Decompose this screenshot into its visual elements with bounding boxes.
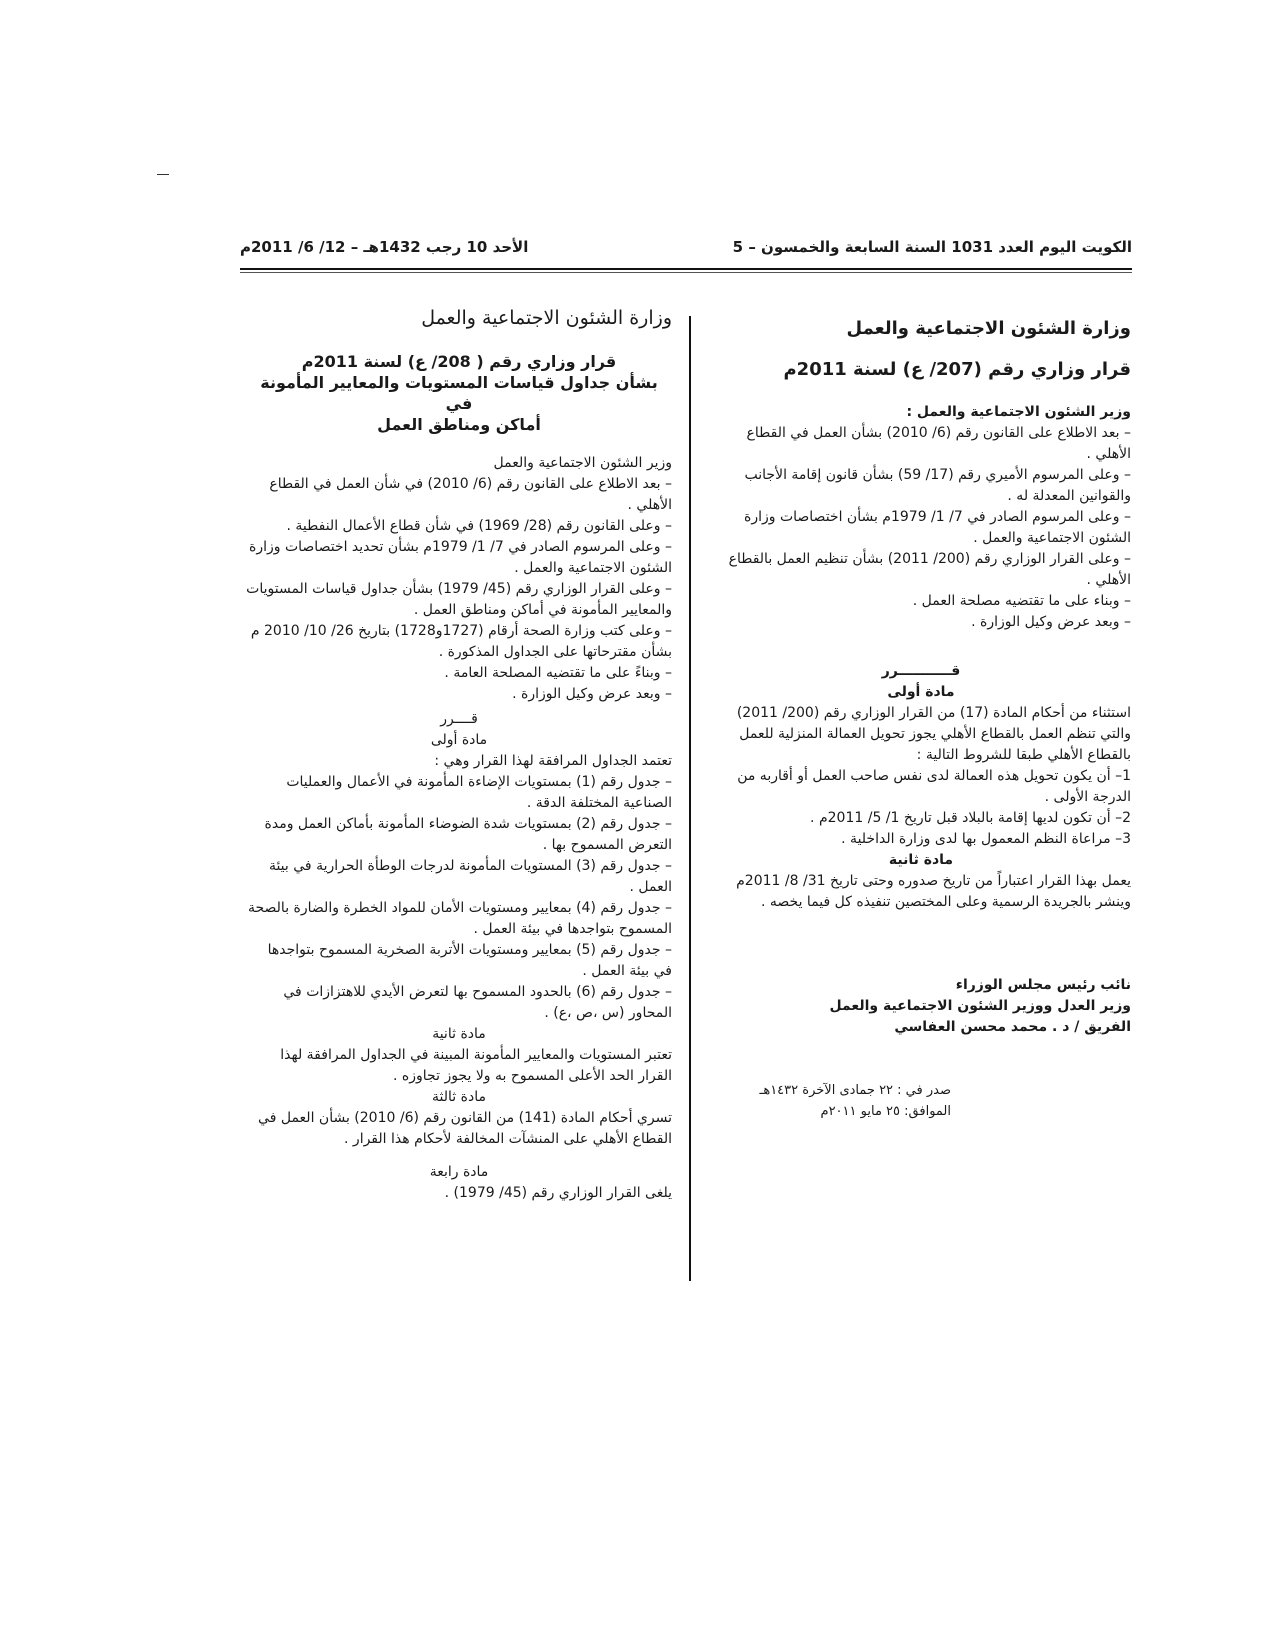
scan-mark <box>157 174 169 175</box>
article-2-title: مادة ثانية <box>888 852 954 868</box>
decree-title-line: أماكن ومناطق العمل <box>377 415 541 434</box>
issued-date <box>711 1080 1131 1122</box>
minister-line: وزير الشئون الاجتماعية والعمل : <box>906 404 1131 420</box>
header-publication: الكويت اليوم العدد 1031 السنة السابعة والخمسون – 5 <box>732 238 1132 256</box>
article-1-item: – جدول رقم (1) بمستويات الإضاءة المأمونة في الأعمال والعمليات الصناعية المختلفة الدقة . <box>286 774 672 811</box>
article-2-text: تعتبر المستويات والمعايير المأمونة المبينة في الجداول المرافقة لهذا القرار الحد الأعلى المسموح به ولا يجوز تجاوزه . <box>280 1047 672 1084</box>
article-3-title: مادة ثالثة <box>432 1089 486 1105</box>
article-1-item: 3– مراعاة النظم المعمول بها لدى وزارة الداخلية . <box>841 831 1131 847</box>
ministry-heading: وزارة الشئون الاجتماعية والعمل <box>846 318 1131 339</box>
decided-heading: قـــــــــــرر <box>881 663 961 679</box>
article-1-item: – جدول رقم (6) بالحدود المسموح بها لتعرض الأيدي للاهتزازات في المحاور (س ،ص ،ع) . <box>283 984 672 1021</box>
article-1-item: – جدول رقم (5) بمعايير ومستويات الأتربة الصخرية المسموح بتواجدها في بيئة العمل . <box>267 942 672 979</box>
ministry-heading: وزارة الشئون الاجتماعية والعمل <box>421 307 672 329</box>
preamble <box>246 474 672 705</box>
preamble-item: – وبعد عرض وكيل الوزارة . <box>971 614 1131 630</box>
issued-line: الموافق: ٢٥ مايو ٢٠١١م <box>820 1104 951 1119</box>
article-2-text: يعمل بهذا القرار اعتباراً من تاريخ صدوره وحتى تاريخ 31/ 8/ 2011م وينشر بالجريدة الرسمية وعلى المختصين تنفيذه كل فيما يخصه . <box>736 873 1131 910</box>
article-4-title: مادة رابعة <box>429 1164 489 1180</box>
decree-207-column <box>711 318 1131 1122</box>
article-1-item: 1– أن يكون تحويل هذه العمالة لدى نفس صاحب العمل أو أقاربه من الدرجة الأولى . <box>737 768 1131 805</box>
preamble-item: – وبناء على ما تقتضيه مصلحة العمل . <box>912 593 1131 609</box>
decree-208-column <box>246 308 672 1204</box>
minister-line: وزير الشئون الاجتماعية والعمل <box>493 455 672 471</box>
decided-heading: قــــرر <box>440 711 478 727</box>
issued-line: صدر في : ٢٢ جمادى الآخرة ١٤٣٢هـ <box>759 1083 951 1098</box>
signature-line: نائب رئيس مجلس الوزراء <box>955 977 1131 993</box>
article-3-text: تسري أحكام المادة (141) من القانون رقم (6/ 2010) بشأن العمل في القطاع الأهلي على المنشآت المخالفة لأحكام هذا القرار . <box>258 1110 672 1147</box>
article-1-item: – جدول رقم (4) بمعايير ومستويات الأمان للمواد الخطرة والضارة بالصحة المسموح بتواجدها في بيئة العمل . <box>247 900 672 937</box>
preamble-item: – وبعد عرض وكيل الوزارة . <box>512 686 672 702</box>
article-1-title: مادة أولى <box>887 684 955 700</box>
header-rule <box>240 268 1132 270</box>
article-1-text: تعتمد الجداول المرافقة لهذا القرار وهي : <box>434 753 672 769</box>
preamble-item: – بعد الاطلاع على القانون رقم (6/ 2010) في شأن العمل في القطاع الأهلي . <box>269 476 672 513</box>
article-1-text: استثناء من أحكام المادة (17) من القرار الوزاري رقم (200/ 2011) والتي تنظم العمل بالقطاع الأهلي يجوز تحويل العمالة المنزلية للعمل بالقطاع الأهلي طبقا للشروط التالية : <box>736 705 1131 763</box>
article-1-item: 2– أن تكون لديها إقامة بالبلاد قبل تاريخ 1/ 5/ 2011م . <box>810 810 1131 826</box>
decree-title-line: قرار وزاري رقم ( 208/ ع) لسنة 2011م <box>301 352 617 371</box>
preamble-item: – وعلى المرسوم الصادر في 7/ 1/ 1979م بشأن تحديد اختصاصات وزارة الشئون الاجتماعية والعمل . <box>249 539 672 576</box>
spacer <box>246 1150 672 1162</box>
preamble-item: – وعلى كتب وزارة الصحة أرقام (1727و1728) بتاريخ 26/ 10/ 2010 م بشأن مقترحاتها على الجداول المذكورة . <box>250 623 672 660</box>
header-date: الأحد 10 رجب 1432هـ – 12/ 6/ 2011م <box>240 238 529 256</box>
header-rule-thin <box>240 272 1132 273</box>
preamble-item: – وعلى القرار الوزاري رقم (200/ 2011) بشأن تنظيم العمل بالقطاع الأهلي . <box>728 551 1131 588</box>
preamble-item: – وعلى المرسوم الصادر في 7/ 1/ 1979م بشأن اختصاصات وزارة الشئون الاجتماعية والعمل . <box>744 509 1131 546</box>
preamble-item: – وعلى القرار الوزاري رقم (45/ 1979) بشأن جداول قياسات المستويات والمعايير المأمونة في أماكن ومناطق العمل . <box>246 581 672 618</box>
signature-line: وزير العدل ووزير الشئون الاجتماعية والعمل <box>829 998 1131 1014</box>
decree-title: قرار وزاري رقم (207/ ع) لسنة 2011م <box>783 359 1131 380</box>
preamble-item: – وعلى المرسوم الأميري رقم (17/ 59) بشأن قانون إقامة الأجانب والقوانين المعدلة له . <box>744 467 1131 504</box>
article-1-item: – جدول رقم (3) المستويات المأمونة لدرجات الوطأة الحرارية في بيئة العمل . <box>268 858 672 895</box>
article-1-title: مادة أولى <box>430 732 488 748</box>
preamble-item: – وعلى القانون رقم (28/ 1969) في شأن قطاع الأعمال النفطية . <box>286 518 672 534</box>
preamble <box>711 423 1131 633</box>
page-header <box>240 238 1132 260</box>
preamble-item: – وبناءً على ما تقتضيه المصلحة العامة . <box>444 665 672 681</box>
decree-title <box>246 351 672 435</box>
article-4-text: يلغى القرار الوزاري رقم (45/ 1979) . <box>444 1185 672 1201</box>
decree-title-line: بشأن جداول قياسات المستويات والمعايير المأمونة في <box>260 373 658 413</box>
article-2-title: مادة ثانية <box>432 1026 486 1042</box>
column-divider <box>689 316 691 1281</box>
signature-block <box>711 975 1131 1038</box>
preamble-item: – بعد الاطلاع على القانون رقم (6/ 2010) بشأن العمل في القطاع الأهلي . <box>746 425 1131 462</box>
signature-line: الفريق / د . محمد محسن العفاسي <box>894 1019 1131 1035</box>
article-1-item: – جدول رقم (2) بمستويات شدة الضوضاء المأمونة بأماكن العمل ومدة التعرض المسموح بها . <box>264 816 672 853</box>
